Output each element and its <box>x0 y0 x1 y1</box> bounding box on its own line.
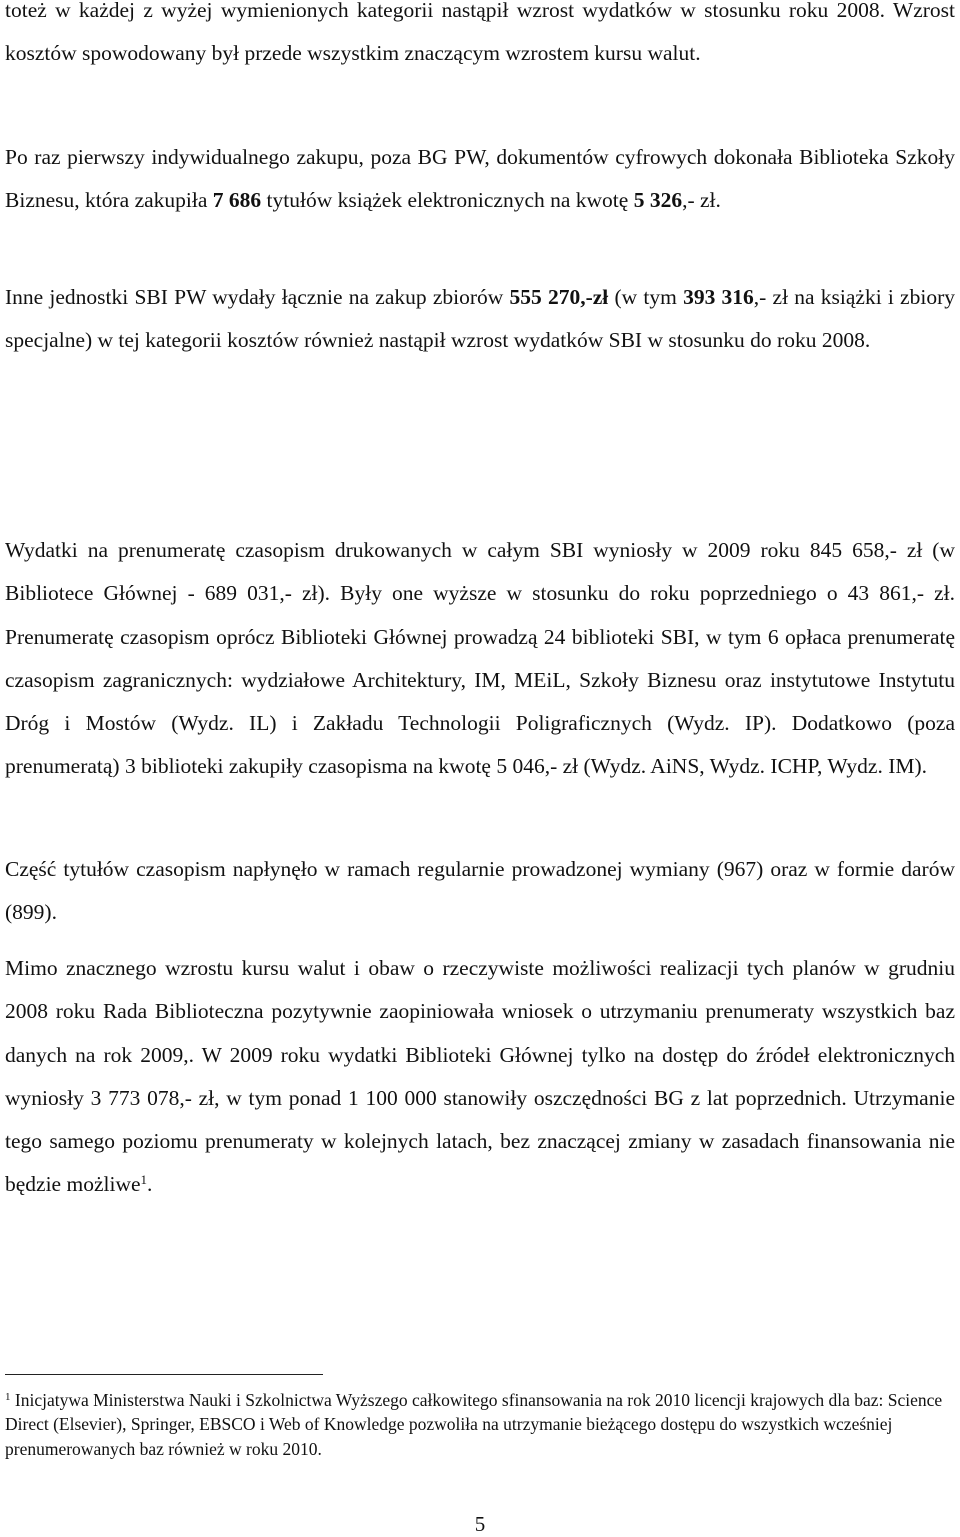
footnote-text: Inicjatywa Ministerstwa Nauki i Szkolnictwa Wyższego całkowitego sfinansowania na rok 2010 licencji krajowych dla baz: Science Direct (Elsevier), Springer, EBSCO i Web of Knowledge pozwoliła na utrzymanie bieżącego dostępu do wszystkich wcześniej prenumerowanych baz również w roku 2010. <box>5 1390 943 1459</box>
paragraph-text: ,- zł. <box>682 188 721 213</box>
paragraph-text: Część tytułów czasopism napłynęło w ramach regularnie prowadzonej wymiany (967) oraz w formie darów (899). <box>5 857 955 925</box>
ebook-title-count: 7 686 <box>212 188 262 213</box>
page-number: 5 <box>474 1512 486 1536</box>
footnote-reference[interactable]: 1 <box>140 1172 148 1188</box>
paragraph-other-units <box>5 276 955 363</box>
ebook-amount: 5 326 <box>633 188 683 213</box>
footnote-divider <box>5 1374 323 1375</box>
paragraph-databases <box>5 947 955 1207</box>
paragraph-text: tytułów książek elektronicznych na kwotę <box>261 188 634 213</box>
footnote-marker: 1 <box>5 1391 11 1403</box>
paragraph-text: . <box>147 1172 153 1197</box>
books-amount: 393 316 <box>683 285 754 309</box>
paragraph-text: Po raz pierwszy indywidualnego zakupu, poza BG PW, dokumentów cyfrowych dokonała Biblioteka Szkoły Biznesu, która zakupiła <box>5 145 955 213</box>
paragraph-text: Wydatki na prenumeratę czasopism drukowanych w całym SBI wyniosły w 2009 roku 845 658,- zł (w Bibliotece Głównej - 689 031,- zł). Były one wyższe w stosunku do roku poprzedniego o 43 861,- zł. Prenumeratę czasopism oprócz Biblioteki Głównej prowadzą 24 biblioteki SBI, w tym 6 opłaca prenumeratę czasopism zagranicznych: wydziałowe Architektury, IM, MEiL, Szkoły Biznesu oraz instytutowe Instytutu Dróg i Mostów (Wydz. IL) i Zakładu Technologii Poligraficznych (Wydz. IP). Dodatkowo (poza prenumeratą) 3 biblioteki zakupiły czasopisma na kwotę 5 046,- zł (Wydz. AiNS, Wydz. ICHP, Wydz. IM). <box>5 538 955 779</box>
paragraph-journal-subscriptions <box>5 529 955 789</box>
paragraph-text: Inne jednostki SBI PW wydały łącznie na zakup zbiorów <box>5 285 510 309</box>
paragraph-text: Mimo znacznego wzrostu kursu walut i obaw o rzeczywiste możliwości realizacji tych planów w grudniu 2008 roku Rada Biblioteczna pozytywnie zaopiniowała wniosek o utrzymaniu prenumeraty wszystkich baz danych na rok 2009,. W 2009 roku wydatki Biblioteki Głównej tylko na dostęp do źródeł elektronicznych wyniosły 3 773 078,- zł, w tym ponad 1 100 000 stanowiły oszczędności BG z lat poprzednich. Utrzymanie tego samego poziomu prenumeraty w kolejnych latach, bez znaczącej zmiany w zasadach finansowania nie będzie możliwe <box>5 956 955 1197</box>
paragraph-text: toteż w każdej z wyżej wymienionych kategorii nastąpił wzrost wydatków w stosunku roku 2008. Wzrost kosztów spowodowany był przede wszystkim znaczącym wzrostem kursu walut. <box>5 0 955 66</box>
paragraph-business-school-ebooks <box>5 136 955 223</box>
paragraph-text: (w tym <box>608 285 684 309</box>
paragraph-text: ,- zł na książki i zbiory specjalne) w tej kategorii kosztów również nastąpił wzrost wydatków SBI w stosunku do roku 2008. <box>5 285 955 353</box>
footnote <box>5 1388 945 1461</box>
paragraph-expense-increase <box>5 0 955 76</box>
paragraph-exchange-gifts <box>5 848 955 935</box>
total-collection-amount: 555 270,-zł <box>509 285 609 309</box>
